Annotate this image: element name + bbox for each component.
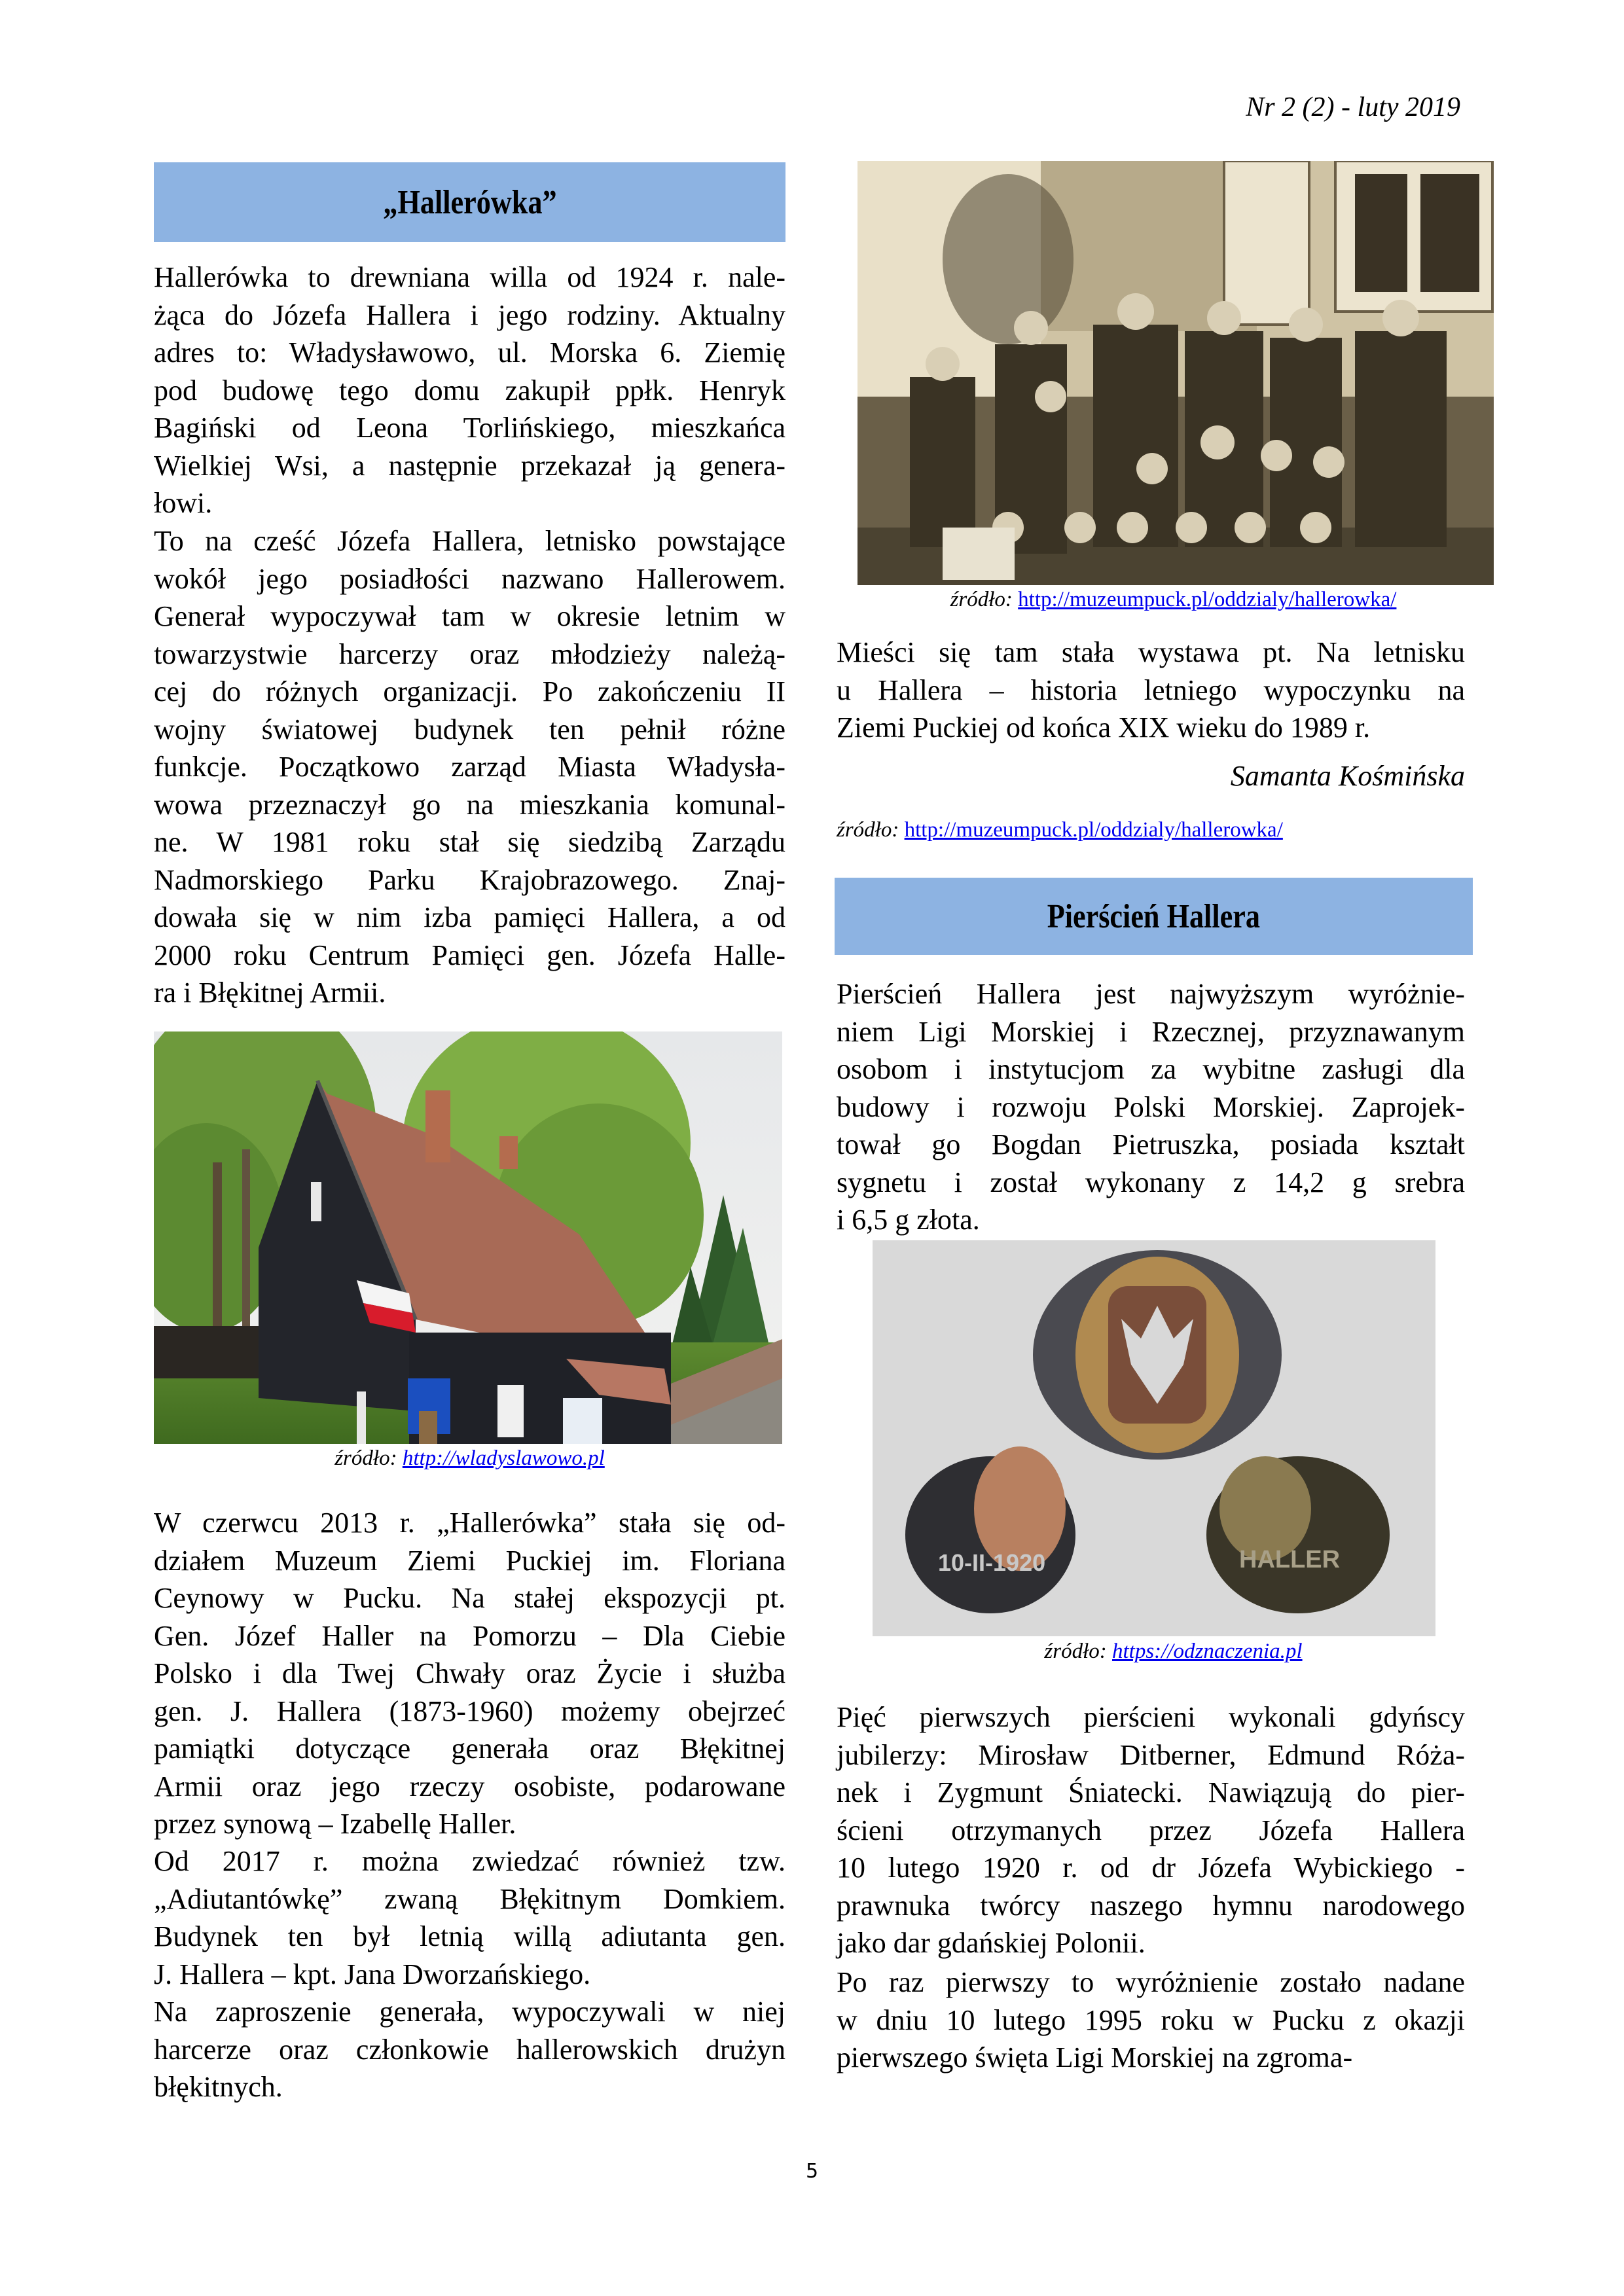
text-line: błękitnych.	[154, 2071, 283, 2103]
article-source	[837, 818, 1465, 842]
article-paragraph-2	[154, 522, 785, 1012]
text-line: wokół jego posiadłości nazwano Hallerowem.	[154, 562, 785, 595]
text-line: żąca do Józefa Hallera i jego rodziny. Aktualny	[154, 298, 785, 331]
text-line: ne. W 1981 roku stał się siedzibą Zarządu	[154, 826, 785, 858]
text-line: 2000 roku Centrum Pamięci gen. Józefa Halle-	[154, 939, 785, 971]
text-line: nek i Zygmunt Śniatecki. Nawiązują do pier-	[837, 1776, 1465, 1808]
article-paragraph-1	[154, 259, 785, 522]
text-line: 10 lutego 1920 r. od dr Józefa Wybickiego -	[837, 1852, 1465, 1884]
ring-engraving-name: HALLER	[1239, 1546, 1341, 1573]
article-paragraph-jewelers	[837, 1698, 1465, 1962]
text-line: Gen. Józef Haller na Pomorzu – Dla Ciebie	[154, 1619, 785, 1652]
scouts-image-icon	[857, 161, 1494, 585]
section-title-text: „Hallerówka”	[382, 183, 557, 221]
article-paragraph-exhibition	[837, 634, 1465, 747]
text-line: Budynek ten był letnią willą adiutanta gen.	[154, 1920, 785, 1952]
section-title-hallerowka	[154, 162, 785, 242]
article-paragraph-first-award	[837, 1964, 1465, 2077]
text-line: ra i Błękitnej Armii.	[154, 977, 386, 1009]
text-line: łowi.	[154, 487, 213, 519]
text-line: Na zaproszenie generała, wypoczywali w niej	[154, 1996, 785, 2028]
haller-ring-photo	[873, 1240, 1435, 1636]
text-line: harcerze oraz członkowie hallerowskich drużyn	[154, 2033, 785, 2066]
text-line: jubilerzy: Mirosław Ditberner, Edmund Róża-	[837, 1738, 1465, 1771]
text-line: Hallerówka to drewniana willa od 1924 r. nale-	[154, 261, 785, 293]
article-paragraph-ring	[837, 975, 1465, 1239]
text-line: cej do różnych organizacji. Po zakończeniu II	[154, 675, 785, 708]
section-title-text: Pierścień Hallera	[1047, 897, 1261, 935]
text-line: działem Muzeum Ziemi Puckiej im. Floriana	[154, 1544, 785, 1577]
text-line: funkcje. Początkowo zarząd Miasta Władysła-	[154, 751, 785, 783]
text-line: Armii oraz jego rzeczy osobiste, podarowane	[154, 1770, 785, 1803]
house-image-icon	[154, 1031, 782, 1444]
text-line: „Adiutantówkę” zwaną Błękitnym Domkiem.	[154, 1882, 785, 1915]
article-paragraph-4	[154, 1842, 785, 1993]
text-line: u Hallera – historia letniego wypoczynku na	[837, 673, 1465, 706]
text-line: Pierścień Hallera jest najwyższym wyróżnie-	[837, 978, 1465, 1010]
text-line: Po raz pierwszy to wyróżnienie zostało nadane	[837, 1966, 1465, 1998]
issue-header: Nr 2 (2) - luty 2019	[1246, 92, 1460, 122]
section-title-pierscien	[835, 878, 1473, 955]
caption-label: źródło:	[334, 1446, 397, 1470]
hallerowka-house-photo	[154, 1031, 782, 1444]
text-line: jako dar gdańskiej Polonii.	[837, 1927, 1146, 1959]
text-line: adres to: Władysławowo, ul. Morska 6. Ziemię	[154, 336, 785, 368]
text-line: Polsko i dla Twej Chwały oraz Życie i służba	[154, 1657, 785, 1689]
text-line: pierwszego święta Ligi Morskiej na zgroma-	[837, 2041, 1353, 2073]
page-number: 5	[805, 2160, 819, 2183]
text-line: niem Ligi Morskiej i Rzecznej, przyznawanym	[837, 1015, 1465, 1048]
text-line: J. Hallera – kpt. Jana Dworzańskiego.	[154, 1958, 591, 1990]
text-line: Od 2017 r. można zwiedzać również tzw.	[154, 1845, 785, 1877]
text-line: wojny światowej budynek ten pełnił różne	[154, 713, 785, 745]
house-photo-caption	[154, 1446, 785, 1471]
text-line: W czerwcu 2013 r. „Hallerówka” stała się od-	[154, 1507, 785, 1539]
text-line: Ceynowy w Pucku. Na stałej ekspozycji pt.	[154, 1582, 785, 1614]
text-line: Ziemi Puckiej od końca XIX wieku do 1989 r.	[837, 711, 1371, 744]
author-signature: Samanta Kośmińska	[1230, 760, 1465, 792]
text-line: i 6,5 g złota.	[837, 1204, 980, 1236]
text-line: sygnetu i został wykonany z 14,2 g srebra	[837, 1166, 1465, 1198]
text-line: w dniu 10 lutego 1995 roku w Pucku z okazji	[837, 2003, 1465, 2036]
text-line: Generał wypoczywał tam w okresie letnim w	[154, 600, 785, 632]
odznaczenia-link[interactable]: https://odznaczenia.pl	[1112, 1640, 1303, 1663]
text-line: budowy i rozwoju Polski Morskiej. Zaprojek-	[837, 1090, 1465, 1123]
text-line: Wielkiej Wsi, a następnie przekazał ją genera-	[154, 449, 785, 482]
text-line: pamiątki dotyczące generała oraz Błękitnej	[154, 1732, 785, 1765]
text-line: wowa przeznaczył go na mieszkania komunal-	[154, 788, 785, 821]
text-line: Bagiński od Leona Torlińskiego, mieszkańca	[154, 412, 785, 444]
text-line: towarzystwie harcerzy oraz młodzieży należą-	[154, 637, 785, 670]
source-label: źródło:	[837, 818, 899, 842]
text-line: tował go Bogdan Pietruszka, posiada kształt	[837, 1128, 1465, 1160]
caption-label: źródło:	[950, 588, 1013, 611]
article-paragraph-3	[154, 1504, 785, 1843]
text-line: Mieści się tam stała wystawa pt. Na letnisku	[837, 636, 1465, 668]
text-line: Nadmorskiego Parku Krajobrazowego. Znaj-	[154, 863, 785, 896]
wladyslawowo-link[interactable]: http://wladyslawowo.pl	[402, 1446, 605, 1470]
article-paragraph-5	[154, 1993, 785, 2106]
ring-image-icon	[873, 1240, 1435, 1636]
text-line: ścieni otrzymanych przez Józefa Hallera	[837, 1814, 1465, 1846]
text-line: To na cześć Józefa Hallera, letnisko powstające	[154, 525, 785, 557]
ring-engraving-date: 10-II-1920	[938, 1549, 1046, 1576]
text-line: gen. J. Hallera (1873-1960) możemy obejrzeć	[154, 1695, 785, 1727]
muzeumpuck-source-link[interactable]: http://muzeumpuck.pl/oddzialy/hallerowka/	[904, 818, 1283, 842]
text-line: dowała się w nim izba pamięci Hallera, a od	[154, 901, 785, 933]
haller-scouts-historical-photo	[857, 161, 1494, 585]
muzeumpuck-link[interactable]: http://muzeumpuck.pl/oddzialy/hallerowka/	[1018, 588, 1397, 611]
ring-photo-caption	[844, 1640, 1502, 1664]
text-line: osobom i instytucjom za wybitne zasługi dla	[837, 1053, 1465, 1085]
text-line: prawnuka twórcy naszego hymnu narodowego	[837, 1889, 1465, 1922]
text-line: Pięć pierwszych pierścieni wykonali gdyńscy	[837, 1701, 1465, 1733]
text-line: pod budowę tego domu zakupił ppłk. Henryk	[154, 374, 785, 406]
text-line: przez synową – Izabellę Haller.	[154, 1808, 516, 1840]
scouts-photo-caption	[844, 588, 1502, 612]
caption-label: źródło:	[1044, 1640, 1107, 1663]
